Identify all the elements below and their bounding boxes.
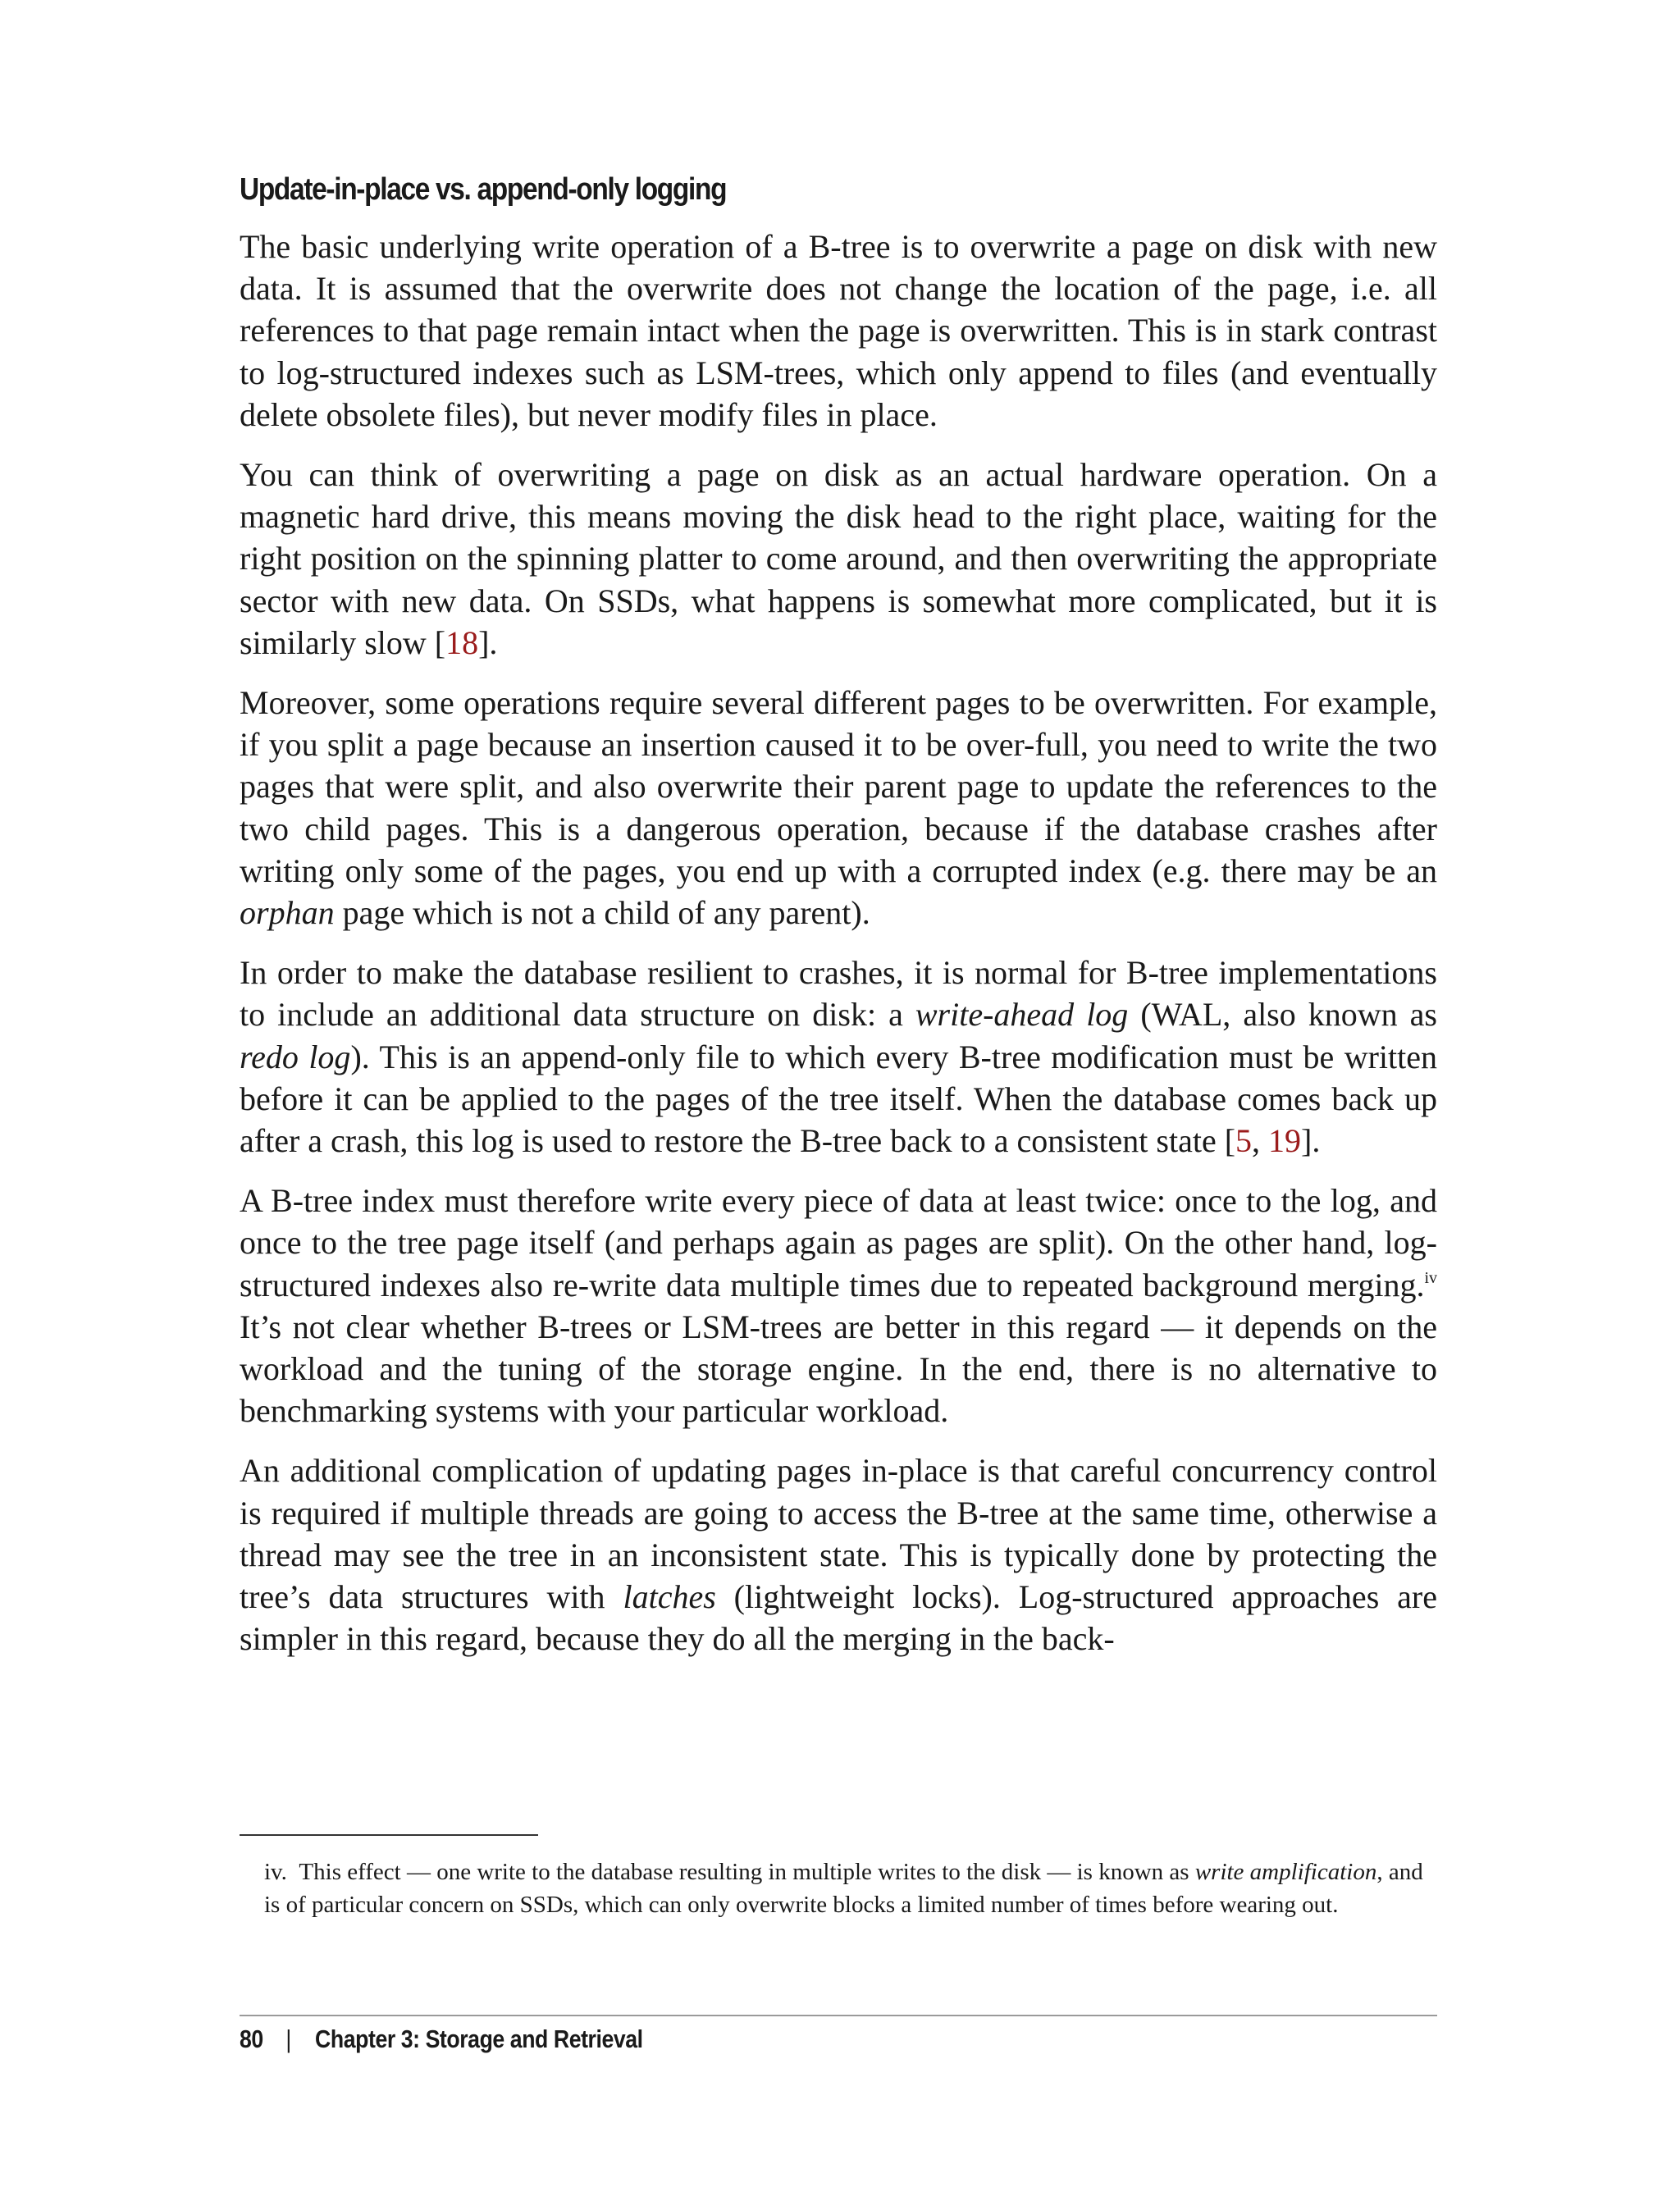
paragraph-5-text: A B-tree index must therefore write every piece of data at least twice: once to the log, and once to the tree page itself (and perhaps again as pages are split). On the other hand, log-structured indexes also re-write data multiple times due to repeated background merging.	[240, 1182, 1437, 1303]
paragraph-6	[240, 1449, 1437, 1659]
paragraph-2	[240, 454, 1437, 664]
chapter-title: Chapter 3: Storage and Retrieval	[315, 2025, 643, 2053]
paragraph-4-text-c: ). This is an append-only file to which every B-tree modification must be written before it can be applied to the pages of the tree itself. When the database comes back up after a crash, this log is used to restore the B-tree back to a consistent state [	[240, 1038, 1437, 1160]
term-latches: latches	[623, 1578, 716, 1616]
footer-divider	[240, 2015, 1437, 2016]
page-body	[240, 172, 1437, 1678]
paragraph-4-text-b: (WAL, also known as	[1128, 996, 1437, 1034]
paragraph-6-text: An additional complication of updating pages in-place is that careful concurrency control is required if multiple threads are going to access the B-tree at the same time, otherwise a thread may see the tree in an inconsistent state. This is typically done by protecting the tree’s data structures with	[240, 1452, 1437, 1616]
footnote-text: iv. This effect — one write to the database resulting in multiple writes to the disk — is known as	[264, 1859, 1195, 1885]
paragraph-4-end: ].	[1301, 1122, 1321, 1160]
footnote-iv	[264, 1856, 1437, 1921]
term-orphan: orphan	[240, 894, 335, 932]
paragraph-2-text: You can think of overwriting a page on disk as an actual hardware operation. On a magnetic hard drive, this means moving the disk head to the right place, waiting for the right position on the spinning platter to come around, and then overwriting the appropriate sector with new data. On SSDs, what happens is somewhat more complicated, but it is similarly slow [	[240, 456, 1437, 661]
page-number: 80	[240, 2025, 263, 2053]
section-heading: Update-in-place vs. append-only logging	[240, 172, 727, 207]
paragraph-4	[240, 952, 1437, 1162]
citation-separator: ,	[1252, 1122, 1269, 1160]
page-footer	[240, 2025, 643, 2054]
paragraph-2-end: ].	[478, 623, 498, 661]
citation-link-5[interactable]: 5	[1235, 1122, 1253, 1160]
paragraph-1	[240, 226, 1437, 436]
paragraph-5-end: It’s not clear whether B-trees or LSM-trees are better in this regard — it depends on the workload and the tuning of the storage engine. In the end, there is no alternative to benchmarking systems with your particular workload.	[240, 1308, 1437, 1430]
footer-separator: |	[285, 2025, 291, 2053]
footnote-end: , and is of particular concern on SSDs, which can only overwrite blocks a limited number of times before wearing out.	[264, 1859, 1423, 1918]
footnote-divider	[240, 1834, 538, 1836]
paragraph-6-end: (lightweight locks). Log-structured approaches are simpler in this regard, because they do all the merging in the back-	[240, 1578, 1437, 1658]
paragraph-3-end: page which is not a child of any parent).	[334, 894, 870, 932]
term-write-ahead-log: write-ahead log	[915, 996, 1129, 1034]
footnote-reference-iv[interactable]: iv	[1424, 1268, 1437, 1287]
term-write-amplification: write amplification	[1194, 1859, 1377, 1885]
citation-link-19[interactable]: 19	[1268, 1122, 1302, 1160]
term-redo-log: redo log	[240, 1038, 351, 1075]
paragraph-1-text: The basic underlying write operation of a B-tree is to overwrite a page on disk with new data. It is assumed that the overwrite does not change the location of the page, i.e. all references to that page remain intact when the page is overwritten. This is in stark contrast to log-structured indexes such as LSM-trees, which only append to files (and eventually delete obsolete files), but never modify files in place.	[240, 228, 1437, 433]
citation-link-18[interactable]: 18	[445, 623, 479, 661]
paragraph-3-text: Moreover, some operations require several different pages to be overwritten. For example, if you split a page because an insertion caused it to be over-full, you need to write the two pages that were split, and also overwrite their parent page to update the references to the two child pages. This is a dangerous operation, because if the database crashes after writing only some of the pages, you end up with a corrupted index (e.g. there may be an	[240, 684, 1437, 889]
paragraph-3	[240, 682, 1437, 934]
paragraph-4-text-a: In order to make the database resilient to crashes, it is normal for B-tree implementations to include an additional data structure on disk: a	[240, 954, 1437, 1034]
paragraph-5	[240, 1180, 1437, 1431]
